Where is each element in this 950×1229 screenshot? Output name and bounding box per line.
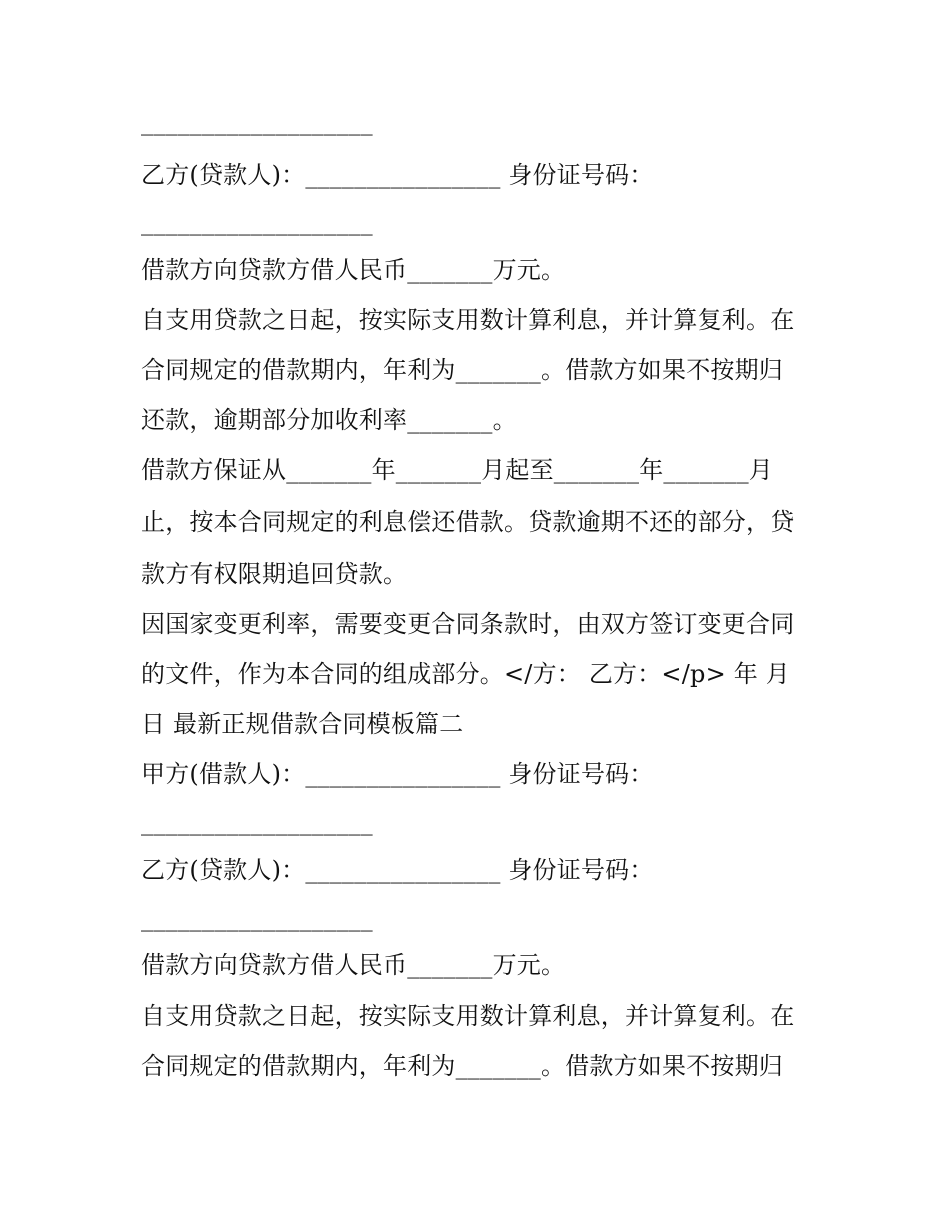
lender-line: 乙方(贷款人)：________________ 身份证号码：: [141, 856, 654, 884]
interest-line: 还款，逾期部分加收利率_______。: [141, 406, 517, 434]
rate-change-line: 的文件，作为本合同的组成部分。</方： 乙方：</p> 年 月: [141, 660, 790, 688]
blank-line: ___________________: [141, 108, 373, 136]
repayment-line: 借款方保证从_______年_______月起至_______年_______月: [141, 456, 773, 484]
interest-line: 自支用贷款之日起，按实际支用数计算利息，并计算复利。在: [141, 306, 795, 334]
rate-change-line: 因国家变更利率，需要变更合同条款时，由双方签订变更合同: [141, 610, 795, 638]
repayment-line: 款方有权限期追回贷款。: [141, 560, 408, 588]
interest-line: 自支用贷款之日起，按实际支用数计算利息，并计算复利。在: [141, 1002, 795, 1030]
lender-line: 乙方(贷款人)：________________ 身份证号码：: [141, 161, 654, 189]
interest-line: 合同规定的借款期内，年利为_______。借款方如果不按期归: [141, 1052, 783, 1080]
blank-line: ___________________: [141, 208, 373, 236]
repayment-line: 止，按本合同规定的利息偿还借款。贷款逾期不还的部分，贷: [141, 508, 795, 536]
section-title-line: 日 最新正规借款合同模板篇二: [141, 710, 464, 738]
borrower-line: 甲方(借款人)：________________ 身份证号码：: [141, 760, 654, 788]
interest-line: 合同规定的借款期内，年利为_______。借款方如果不按期归: [141, 356, 783, 384]
loan-amount-line: 借款方向贷款方借人民币_______万元。: [141, 256, 566, 284]
blank-line: ___________________: [141, 808, 373, 836]
loan-amount-line: 借款方向贷款方借人民币_______万元。: [141, 951, 566, 979]
blank-line: ___________________: [141, 904, 373, 932]
